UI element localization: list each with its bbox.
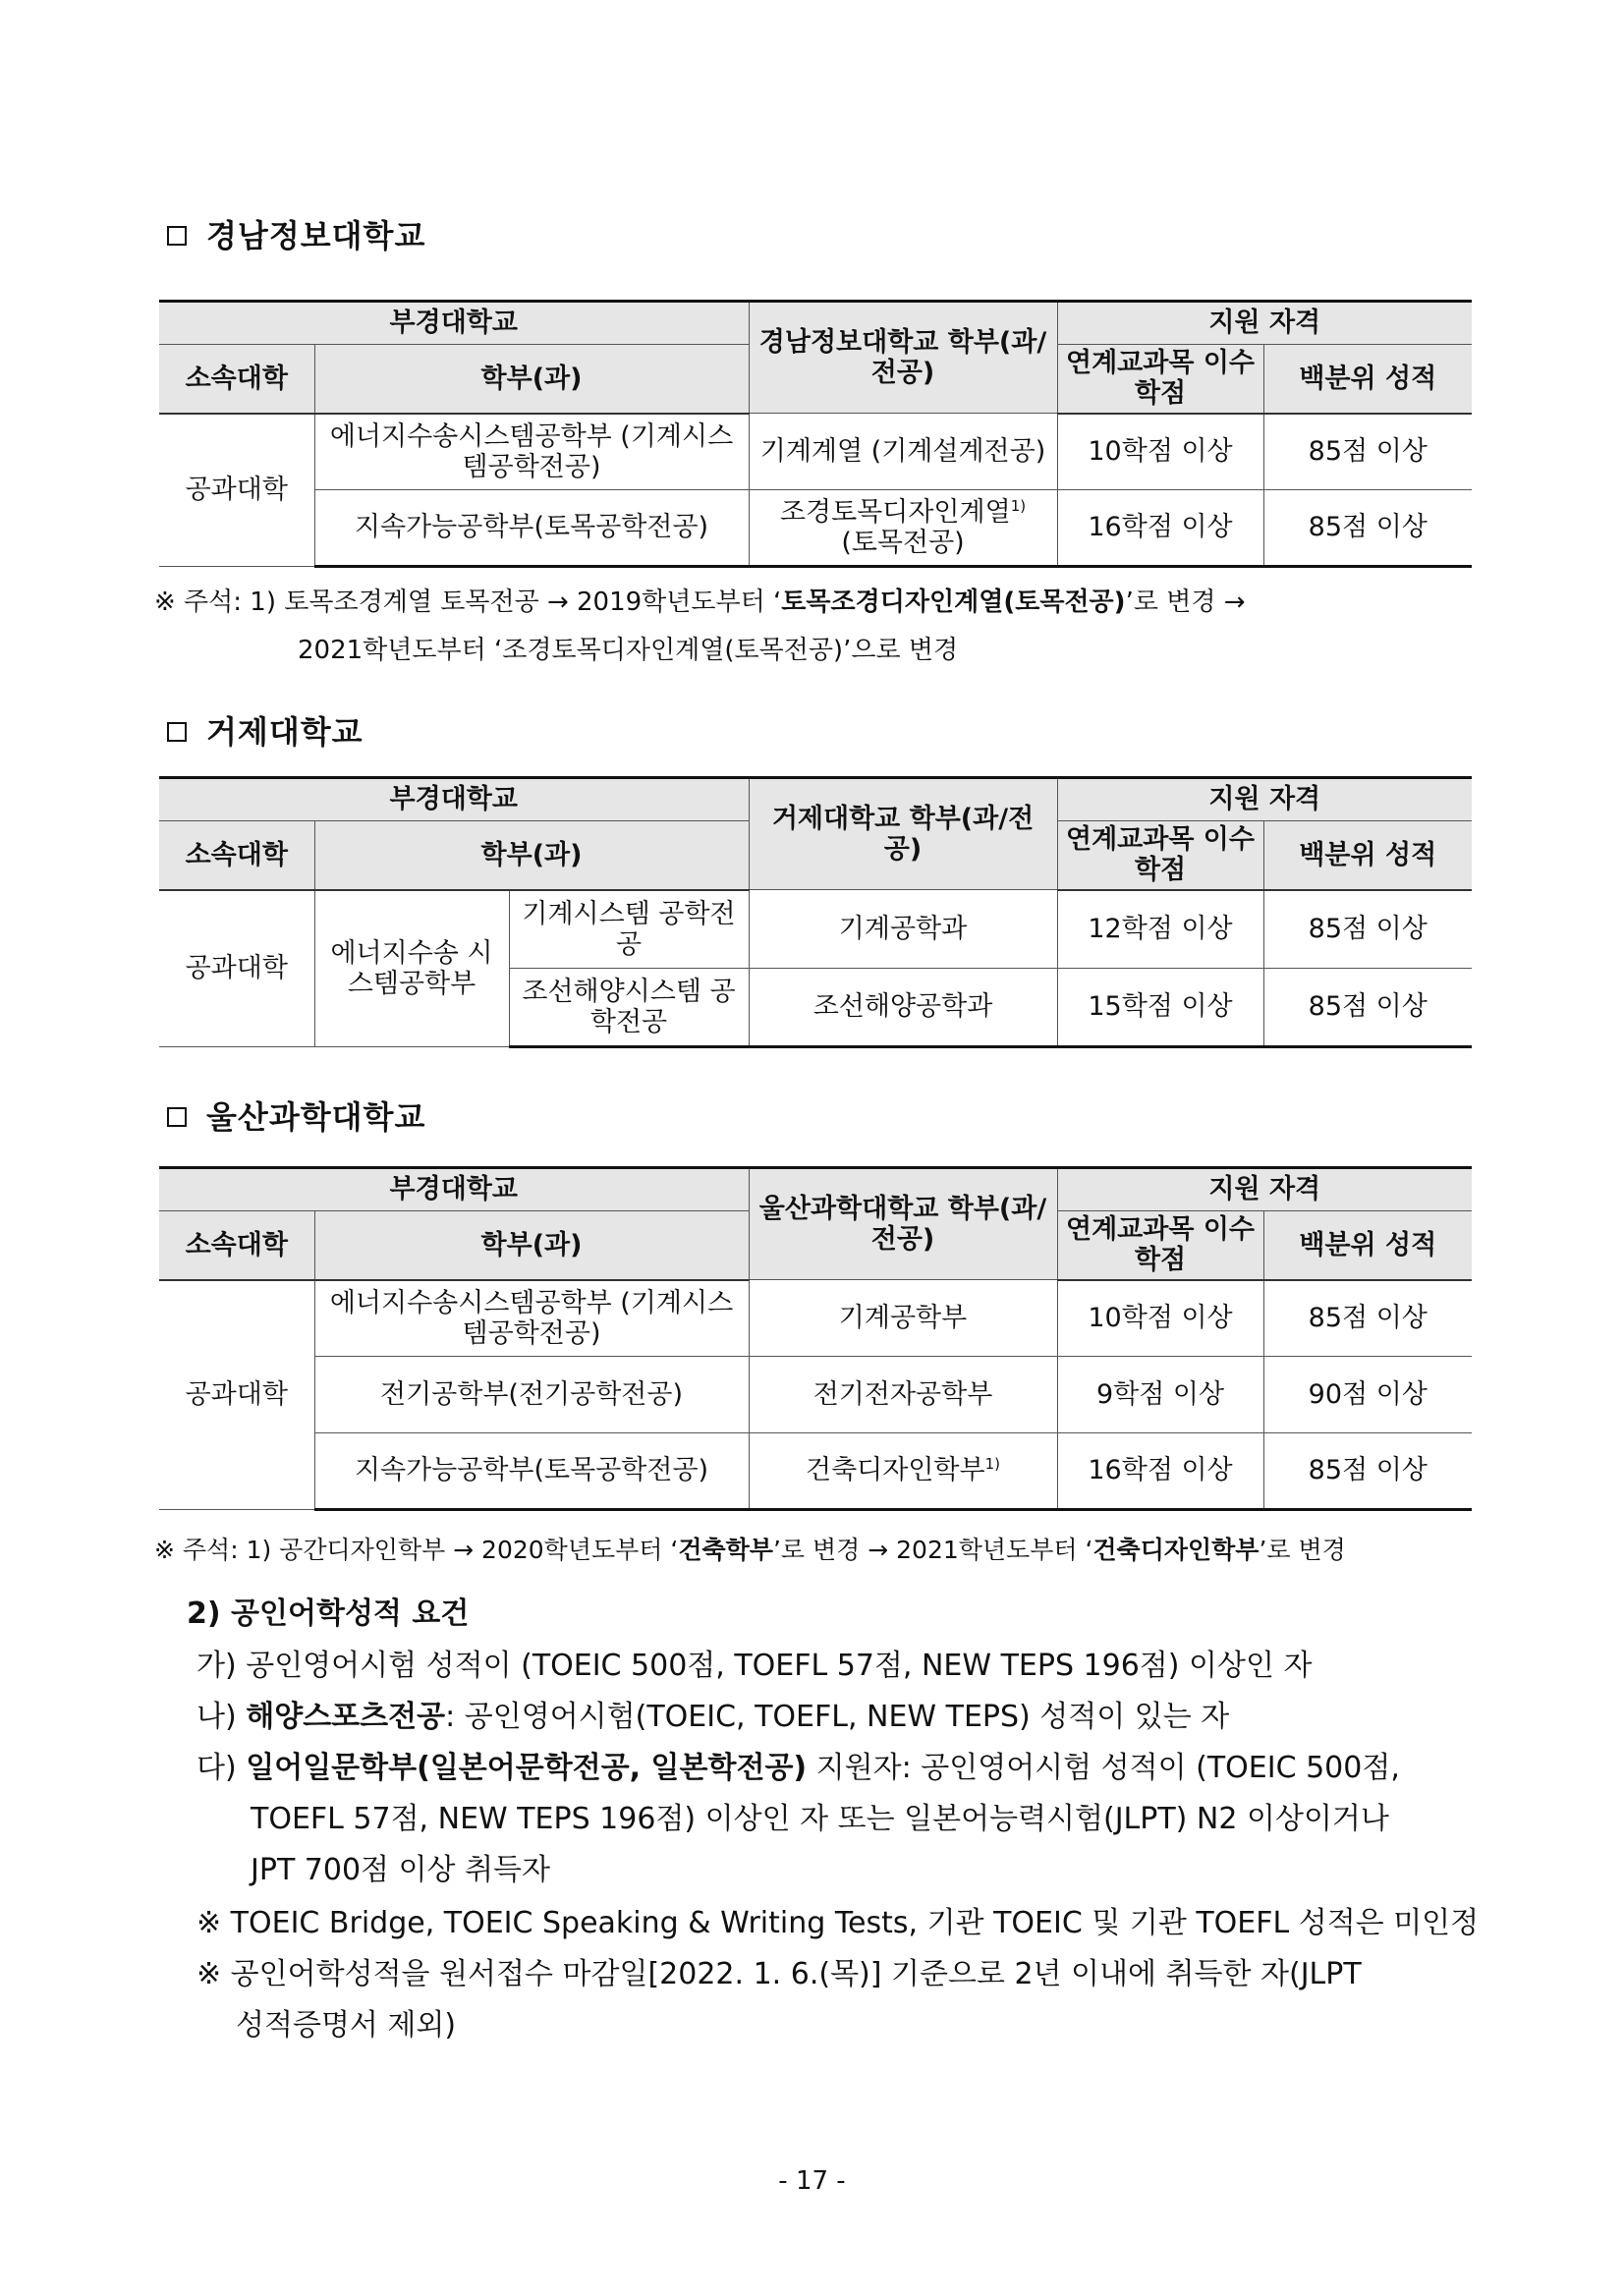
checkbox-square-icon bbox=[167, 722, 187, 742]
header-department: 학부(과) bbox=[314, 821, 749, 890]
cell-college: 공과대학 bbox=[159, 890, 314, 1047]
cell-partner: 기계공학부 bbox=[749, 1280, 1057, 1357]
header-qualification: 지원 자격 bbox=[1057, 302, 1472, 345]
linkage-table bbox=[159, 776, 1472, 1048]
header-partner: 거제대학교 학부(과/전공) bbox=[749, 778, 1057, 890]
section-heading: 경남정보대학교 bbox=[167, 211, 425, 256]
header-college: 소속대학 bbox=[159, 1211, 314, 1280]
requirement-na: 나) 해양스포츠전공: 공인영어시험(TOEIC, TOEFL, NEW TEPS) 성적이 있는 자 bbox=[196, 1700, 1230, 1734]
header-qualification: 지원 자격 bbox=[1057, 778, 1472, 821]
page-number: - 17 - bbox=[778, 2166, 846, 2196]
header-college: 소속대학 bbox=[159, 821, 314, 890]
header-department: 학부(과) bbox=[314, 1211, 749, 1280]
cell-credits: 16학점 이상 bbox=[1057, 1433, 1263, 1510]
cell-partner: 조선해양공학과 bbox=[749, 969, 1057, 1047]
cell-department: 에너지수송시스템공학부 (기계시스템공학전공) bbox=[314, 1280, 749, 1357]
linkage-table bbox=[159, 300, 1472, 568]
header-credits: 연계교과목 이수학점 bbox=[1057, 345, 1263, 414]
cell-credits: 10학점 이상 bbox=[1057, 1280, 1263, 1357]
cell-major: 기계시스템 공학전공 bbox=[509, 890, 749, 969]
footnote: ※ 주석: 1) 공간디자인학부 → 2020학년도부터 ‘건축학부’로 변경 → 2021학년도부터 ‘건축디자인학부’로 변경 bbox=[154, 1536, 1346, 1564]
cell-college: 공과대학 bbox=[159, 414, 314, 567]
cell-percentile: 90점 이상 bbox=[1263, 1357, 1472, 1433]
cell-percentile: 85점 이상 bbox=[1263, 490, 1472, 567]
header-college: 소속대학 bbox=[159, 345, 314, 414]
requirements-title: 2) 공인어학성적 요건 bbox=[187, 1596, 470, 1631]
cell-credits: 12학점 이상 bbox=[1057, 890, 1263, 969]
cell-department: 지속가능공학부(토목공학전공) bbox=[314, 1433, 749, 1510]
cell-credits: 10학점 이상 bbox=[1057, 414, 1263, 490]
header-percentile: 백분위 성적 bbox=[1263, 1211, 1472, 1280]
header-partner: 울산과학대학교 학부(과/전공) bbox=[749, 1168, 1057, 1280]
header-partner: 경남정보대학교 학부(과/전공) bbox=[749, 302, 1057, 414]
requirement-da-line3: JPT 700점 이상 취득자 bbox=[251, 1853, 551, 1887]
cell-percentile: 85점 이상 bbox=[1263, 969, 1472, 1047]
footnote-line2: 2021학년도부터 ‘조경토목디자인계열(토목전공)’으로 변경 bbox=[298, 636, 959, 665]
cell-percentile: 85점 이상 bbox=[1263, 414, 1472, 490]
cell-partner: 조경토목디자인계열$^{1)}$ (토목전공) bbox=[749, 490, 1057, 567]
cell-credits: 9학점 이상 bbox=[1057, 1357, 1263, 1433]
cell-partner: 건축디자인학부$^{1)}$ bbox=[749, 1433, 1057, 1510]
cell-percentile: 85점 이상 bbox=[1263, 1280, 1472, 1357]
cell-department: 전기공학부(전기공학전공) bbox=[314, 1357, 749, 1433]
cell-credits: 15학점 이상 bbox=[1057, 969, 1263, 1047]
cell-school: 에너지수송 시스템공학부 bbox=[314, 890, 509, 1047]
checkbox-square-icon bbox=[167, 226, 187, 246]
header-percentile: 백분위 성적 bbox=[1263, 821, 1472, 890]
cell-major: 조선해양시스템 공학전공 bbox=[509, 969, 749, 1047]
requirement-da: 다) 일어일문학부(일본어문학전공, 일본학전공) 지원자: 공인영어시험 성적이 (TOEIC 500점, bbox=[196, 1751, 1400, 1785]
cell-department: 지속가능공학부(토목공학전공) bbox=[314, 490, 749, 567]
cell-percentile: 85점 이상 bbox=[1263, 890, 1472, 969]
requirement-da-line2: TOEFL 57점, NEW TEPS 196점) 이상인 자 또는 일본어능력시험(JLPT) N2 이상이거나 bbox=[251, 1802, 1389, 1836]
requirement-note-line2: 성적증명서 제외) bbox=[236, 2008, 457, 2043]
header-pknu: 부경대학교 bbox=[159, 1168, 749, 1211]
section-heading: 울산과학대학교 bbox=[167, 1092, 425, 1138]
cell-college: 공과대학 bbox=[159, 1280, 314, 1510]
header-credits: 연계교과목 이수학점 bbox=[1057, 821, 1263, 890]
cell-partner: 전기전자공학부 bbox=[749, 1357, 1057, 1433]
cell-department: 에너지수송시스템공학부 (기계시스템공학전공) bbox=[314, 414, 749, 490]
cell-partner: 기계계열 (기계설계전공) bbox=[749, 414, 1057, 490]
header-credits: 연계교과목 이수학점 bbox=[1057, 1211, 1263, 1280]
requirement-note: ※ 공인어학성적을 원서접수 마감일[2022. 1. 6.(목)] 기준으로 2년 이내에 취득한 자(JLPT bbox=[196, 1957, 1362, 1991]
cell-percentile: 85점 이상 bbox=[1263, 1433, 1472, 1510]
header-pknu: 부경대학교 bbox=[159, 778, 749, 821]
cell-credits: 16학점 이상 bbox=[1057, 490, 1263, 567]
header-qualification: 지원 자격 bbox=[1057, 1168, 1472, 1211]
linkage-table bbox=[159, 1166, 1472, 1511]
requirement-note: ※ TOEIC Bridge, TOEIC Speaking & Writing Tests, 기관 TOEIC 및 기관 TOEFL 성적은 미인정 bbox=[196, 1906, 1480, 1940]
header-department: 학부(과) bbox=[314, 345, 749, 414]
header-pknu: 부경대학교 bbox=[159, 302, 749, 345]
requirement-ga: 가) 공인영어시험 성적이 (TOEIC 500점, TOEFL 57점, NEW TEPS 196점) 이상인 자 bbox=[196, 1649, 1313, 1683]
footnote: ※ 주석: 1) 토목조경계열 토목전공 → 2019학년도부터 ‘토목조경디자인계열(토목전공)’로 변경 → bbox=[154, 588, 1246, 617]
cell-partner: 기계공학과 bbox=[749, 890, 1057, 969]
header-percentile: 백분위 성적 bbox=[1263, 345, 1472, 414]
checkbox-square-icon bbox=[167, 1107, 187, 1127]
section-heading: 거제대학교 bbox=[167, 707, 364, 753]
